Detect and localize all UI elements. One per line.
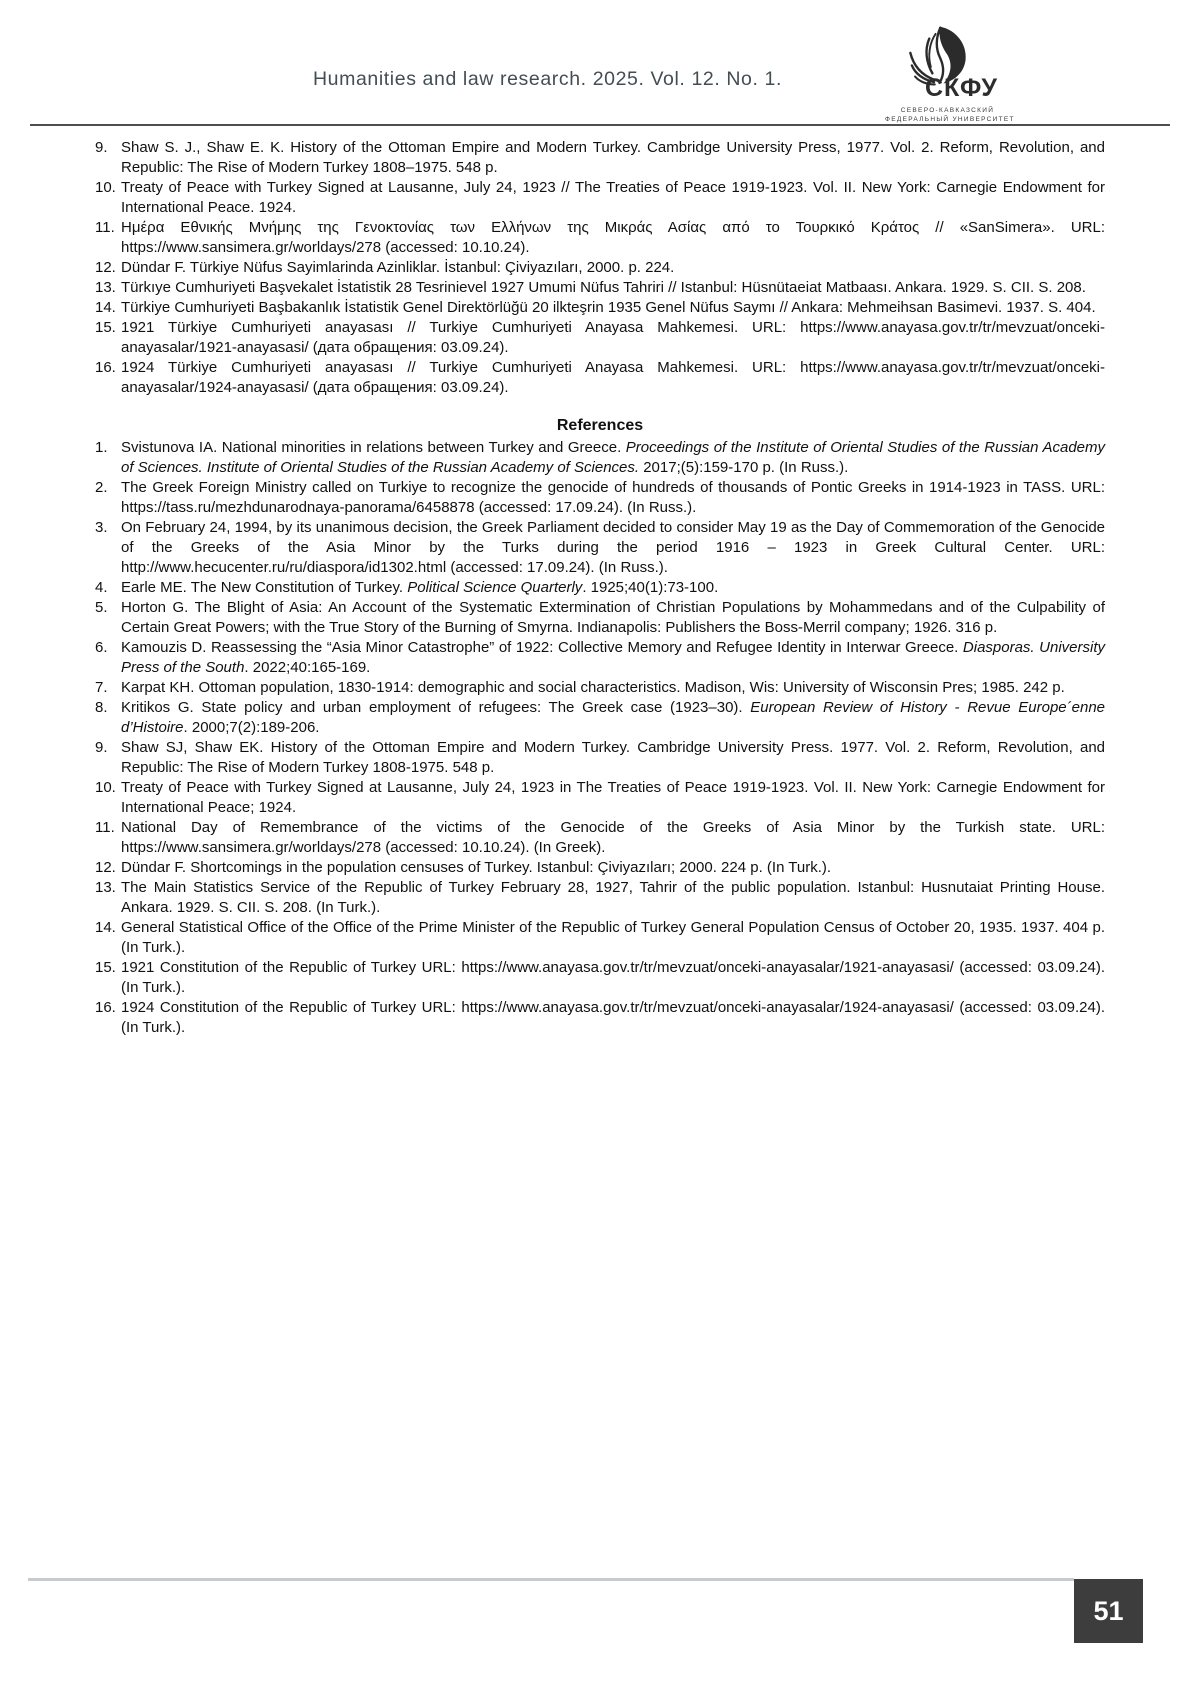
reference-item (95, 518, 1105, 578)
reference-item (95, 698, 1105, 738)
reference-text: Earle ME. The New Constitution of Turkey. Political Science Quarterly. 1925;40(1):73-100. (121, 579, 719, 596)
university-logo (885, 26, 1015, 123)
reference-text: Svistunova IA. National minorities in relations between Turkey and Greece. Proceedings of the Institute of Oriental Studies of the Russian Academy of Sciences. Institute of Oriental Studies of the Russian Academy of Sciences. 2017;(5):159-170 p. (In Russ.). (121, 439, 1106, 476)
reference-text: Horton G. The Blight of Asia: An Account of the Systematic Extermination of Christian Populations by Mohammedans and of the Culpability of Certain Great Powers; with the True Story of the Burning of Smyrna. Indianapolis: Publishers the Boss-Merril company; 1926. 316 p. (121, 599, 1105, 636)
reference-number: 10. (95, 779, 116, 796)
reference-text: Shaw SJ, Shaw EK. History of the Ottoman Empire and Modern Turkey. Cambridge University Press. 1977. Vol. 2. Reform, Revolution, and Republic: The Rise of Modern Turkey 1808-1975. 548 p. (121, 739, 1105, 776)
reference-item (95, 678, 1105, 698)
logo-subtitle-line2: ФЕДЕРАЛЬНЫЙ УНИВЕРСИТЕТ (885, 116, 1015, 123)
reference-text: Treaty of Peace with Turkey Signed at Lausanne, July 24, 1923 in The Treaties of Peace 1919-1923. Vol. II. New York: Carnegie Endowment for International Peace; 1924. (121, 779, 1105, 816)
reference-item (95, 738, 1105, 778)
reference-number: 9. (95, 139, 108, 156)
reference-number: 15. (95, 319, 116, 336)
reference-item (95, 278, 1105, 298)
reference-text: The Greek Foreign Ministry called on Turkiye to recognize the genocide of hundreds of thousands of Pontic Greeks in 1914-1923 in TASS. URL: https://tass.ru/mezhdunarodnaya-panorama/6458878 (accessed: 17.09.24). (In Russ.). (121, 479, 1105, 516)
references-heading: References (556, 417, 644, 434)
reference-item (95, 578, 1105, 598)
reference-number: 15. (95, 959, 116, 976)
reference-text: Türkıye Cumhuriyeti Başvekalet İstatistik 28 Tesrinievel 1927 Umumi Nüfus Tahriri // Istanbul: Hüsnütaeiat Matbaası. Ankara. 1929. S. CII. S. 208. (121, 279, 1086, 296)
reference-number: 9. (95, 739, 108, 756)
reference-number: 11. (95, 819, 115, 836)
reference-item (95, 178, 1105, 218)
reference-text: 1924 Türkiye Cumhuriyeti anayasası // Turkiye Cumhuriyeti Anayasa Mahkemesi. URL: https://www.anayasa.gov.tr/tr/mevzuat/onceki-anayasalar/1924-anayasasi/ (дата обращения: 03.09.24). (121, 359, 1105, 396)
reference-number: 1. (95, 439, 108, 456)
reference-number: 10. (95, 179, 116, 196)
reference-number: 5. (95, 599, 108, 616)
reference-item (95, 478, 1105, 518)
reference-item (95, 998, 1105, 1038)
reference-item (95, 818, 1105, 858)
reference-item (95, 778, 1105, 818)
reference-number: 2. (95, 479, 108, 496)
reference-text: General Statistical Office of the Office of the Prime Minister of the Republic of Turkey General Population Census of October 20, 1935. 1937. 404 p. (In Turk.). (121, 919, 1105, 956)
reference-number: 8. (95, 699, 108, 716)
reference-text: Karpat KH. Ottoman population, 1830-1914: demographic and social characteristics. Madison, Wis: University of Wisconsin Pres; 1985. 242 p. (121, 679, 1065, 696)
reference-item (95, 438, 1105, 478)
reference-item (95, 598, 1105, 638)
reference-number: 13. (95, 279, 116, 296)
reference-number: 12. (95, 259, 116, 276)
page-number-box (1074, 1579, 1143, 1643)
reference-text: Dündar F. Türkiye Nüfus Sayimlarinda Azinliklar. İstanbul: Çiviyazıları, 2000. p. 224. (121, 259, 675, 276)
reference-number: 16. (95, 359, 116, 376)
reference-item (95, 958, 1105, 998)
reference-text: 1921 Türkiye Cumhuriyeti anayasası // Turkiye Cumhuriyeti Anayasa Mahkemesi. URL: https://www.anayasa.gov.tr/tr/mevzuat/onceki-anayasalar/1921-anayasasi/ (дата обращения: 03.09.24). (121, 319, 1105, 356)
reference-text: 1924 Constitution of the Republic of Turkey URL: https://www.anayasa.gov.tr/tr/mevzuat/onceki-anayasalar/1924-anayasasi/ (accessed: 03.09.24). (In Turk.). (121, 999, 1105, 1036)
reference-text: 1921 Constitution of the Republic of Turkey URL: https://www.anayasa.gov.tr/tr/mevzuat/onceki-anayasalar/1921-anayasasi/ (accessed: 03.09.24). (In Turk.). (121, 959, 1105, 996)
reference-text: The Main Statistics Service of the Republic of Turkey February 28, 1927, Tahrir of the public population. Istanbul: Husnutaiat Printing House. Ankara. 1929. S. CII. S. 208. (In Turk.). (121, 879, 1105, 916)
footer-rule (28, 1578, 1074, 1581)
reference-number: 11. (95, 219, 115, 236)
literature-list-continued (95, 138, 1105, 398)
reference-item (95, 138, 1105, 178)
header-rule (30, 124, 1170, 126)
reference-item (95, 318, 1105, 358)
reference-text: Ημέρα Εθνικής Μνήμης της Γενοκτονίας των Ελλήνων της Μικράς Ασίας από το Τουρκικό Κράτος // «SanSimera». URL: https://www.sansimera.gr/worldays/278 (accessed: 10.10.24). (121, 219, 1105, 256)
reference-item (95, 358, 1105, 398)
reference-item (95, 638, 1105, 678)
reference-item (95, 878, 1105, 918)
references-list (95, 438, 1105, 1038)
reference-number: 12. (95, 859, 116, 876)
reference-item (95, 918, 1105, 958)
reference-item (95, 258, 1105, 278)
reference-text: On February 24, 1994, by its unanimous decision, the Greek Parliament decided to consider May 19 as the Day of Commemoration of the Genocide of the Greeks of the Asia Minor by the Turks during the period 1916 – 1923 in Greek Cultural Center. URL: http://www.hecucenter.ru/ru/diaspora/id1302.html (accessed: 17.09.24). (In Russ.). (121, 519, 1105, 576)
reference-number: 7. (95, 679, 108, 696)
reference-number: 14. (95, 299, 116, 316)
reference-item (95, 298, 1105, 318)
page-content (95, 138, 1105, 1038)
logo-subtitle-line1: СЕВЕРО-КАВКАЗСКИЙ (900, 107, 995, 114)
reference-number: 6. (95, 639, 108, 656)
reference-text: Dündar F. Shortcomings in the population censuses of Turkey. Istanbul: Çiviyazıları; 2000. 224 p. (In Turk.). (121, 859, 832, 876)
reference-number: 16. (95, 999, 116, 1016)
reference-text: National Day of Remembrance of the victims of the Genocide of the Greeks of Asia Minor by the Turkish state. URL: https://www.sansimera.gr/worldays/278 (accessed: 10.10.24). (In Greek). (121, 819, 1105, 856)
logo-acronym: СКФУ (925, 74, 998, 102)
reference-text: Treaty of Peace with Turkey Signed at Lausanne, July 24, 1923 // The Treaties of Peace 1919-1923. Vol. II. New York: Carnegie Endowment for International Peace. 1924. (121, 179, 1105, 216)
reference-text: Shaw S. J., Shaw E. K. History of the Ottoman Empire and Modern Turkey. Cambridge University Press, 1977. Vol. 2. Reform, Revolution, and Republic: The Rise of Modern Turkey 1808–1975. 548 p. (121, 139, 1105, 176)
reference-item (95, 858, 1105, 878)
reference-number: 13. (95, 879, 116, 896)
reference-number: 14. (95, 919, 116, 936)
reference-text: Türkiye Cumhuriyeti Başbakanlık İstatistik Genel Direktörlüğü 20 ilkteşrin 1935 Genel Nüfus Saymı // Ankara: Mehmeihsan Basimevi. 1937. S. 404. (121, 299, 1096, 316)
reference-text: Kritikos G. State policy and urban employment of refugees: The Greek case (1923–30). European Review of History - Revue Europe´enne d’Histoire. 2000;7(2):189-206. (121, 699, 1105, 736)
reference-item (95, 218, 1105, 258)
page-number: 51 (1093, 1595, 1124, 1626)
reference-number: 4. (95, 579, 108, 596)
journal-header-title: Humanities and law research. 2025. Vol. 12. No. 1. (313, 68, 782, 90)
reference-number: 3. (95, 519, 108, 536)
reference-text: Kamouzis D. Reassessing the “Asia Minor Catastrophe” of 1922: Collective Memory and Refugee Identity in Interwar Greece. Diasporas. University Press of the South. 2022;40:165-169. (121, 639, 1105, 676)
